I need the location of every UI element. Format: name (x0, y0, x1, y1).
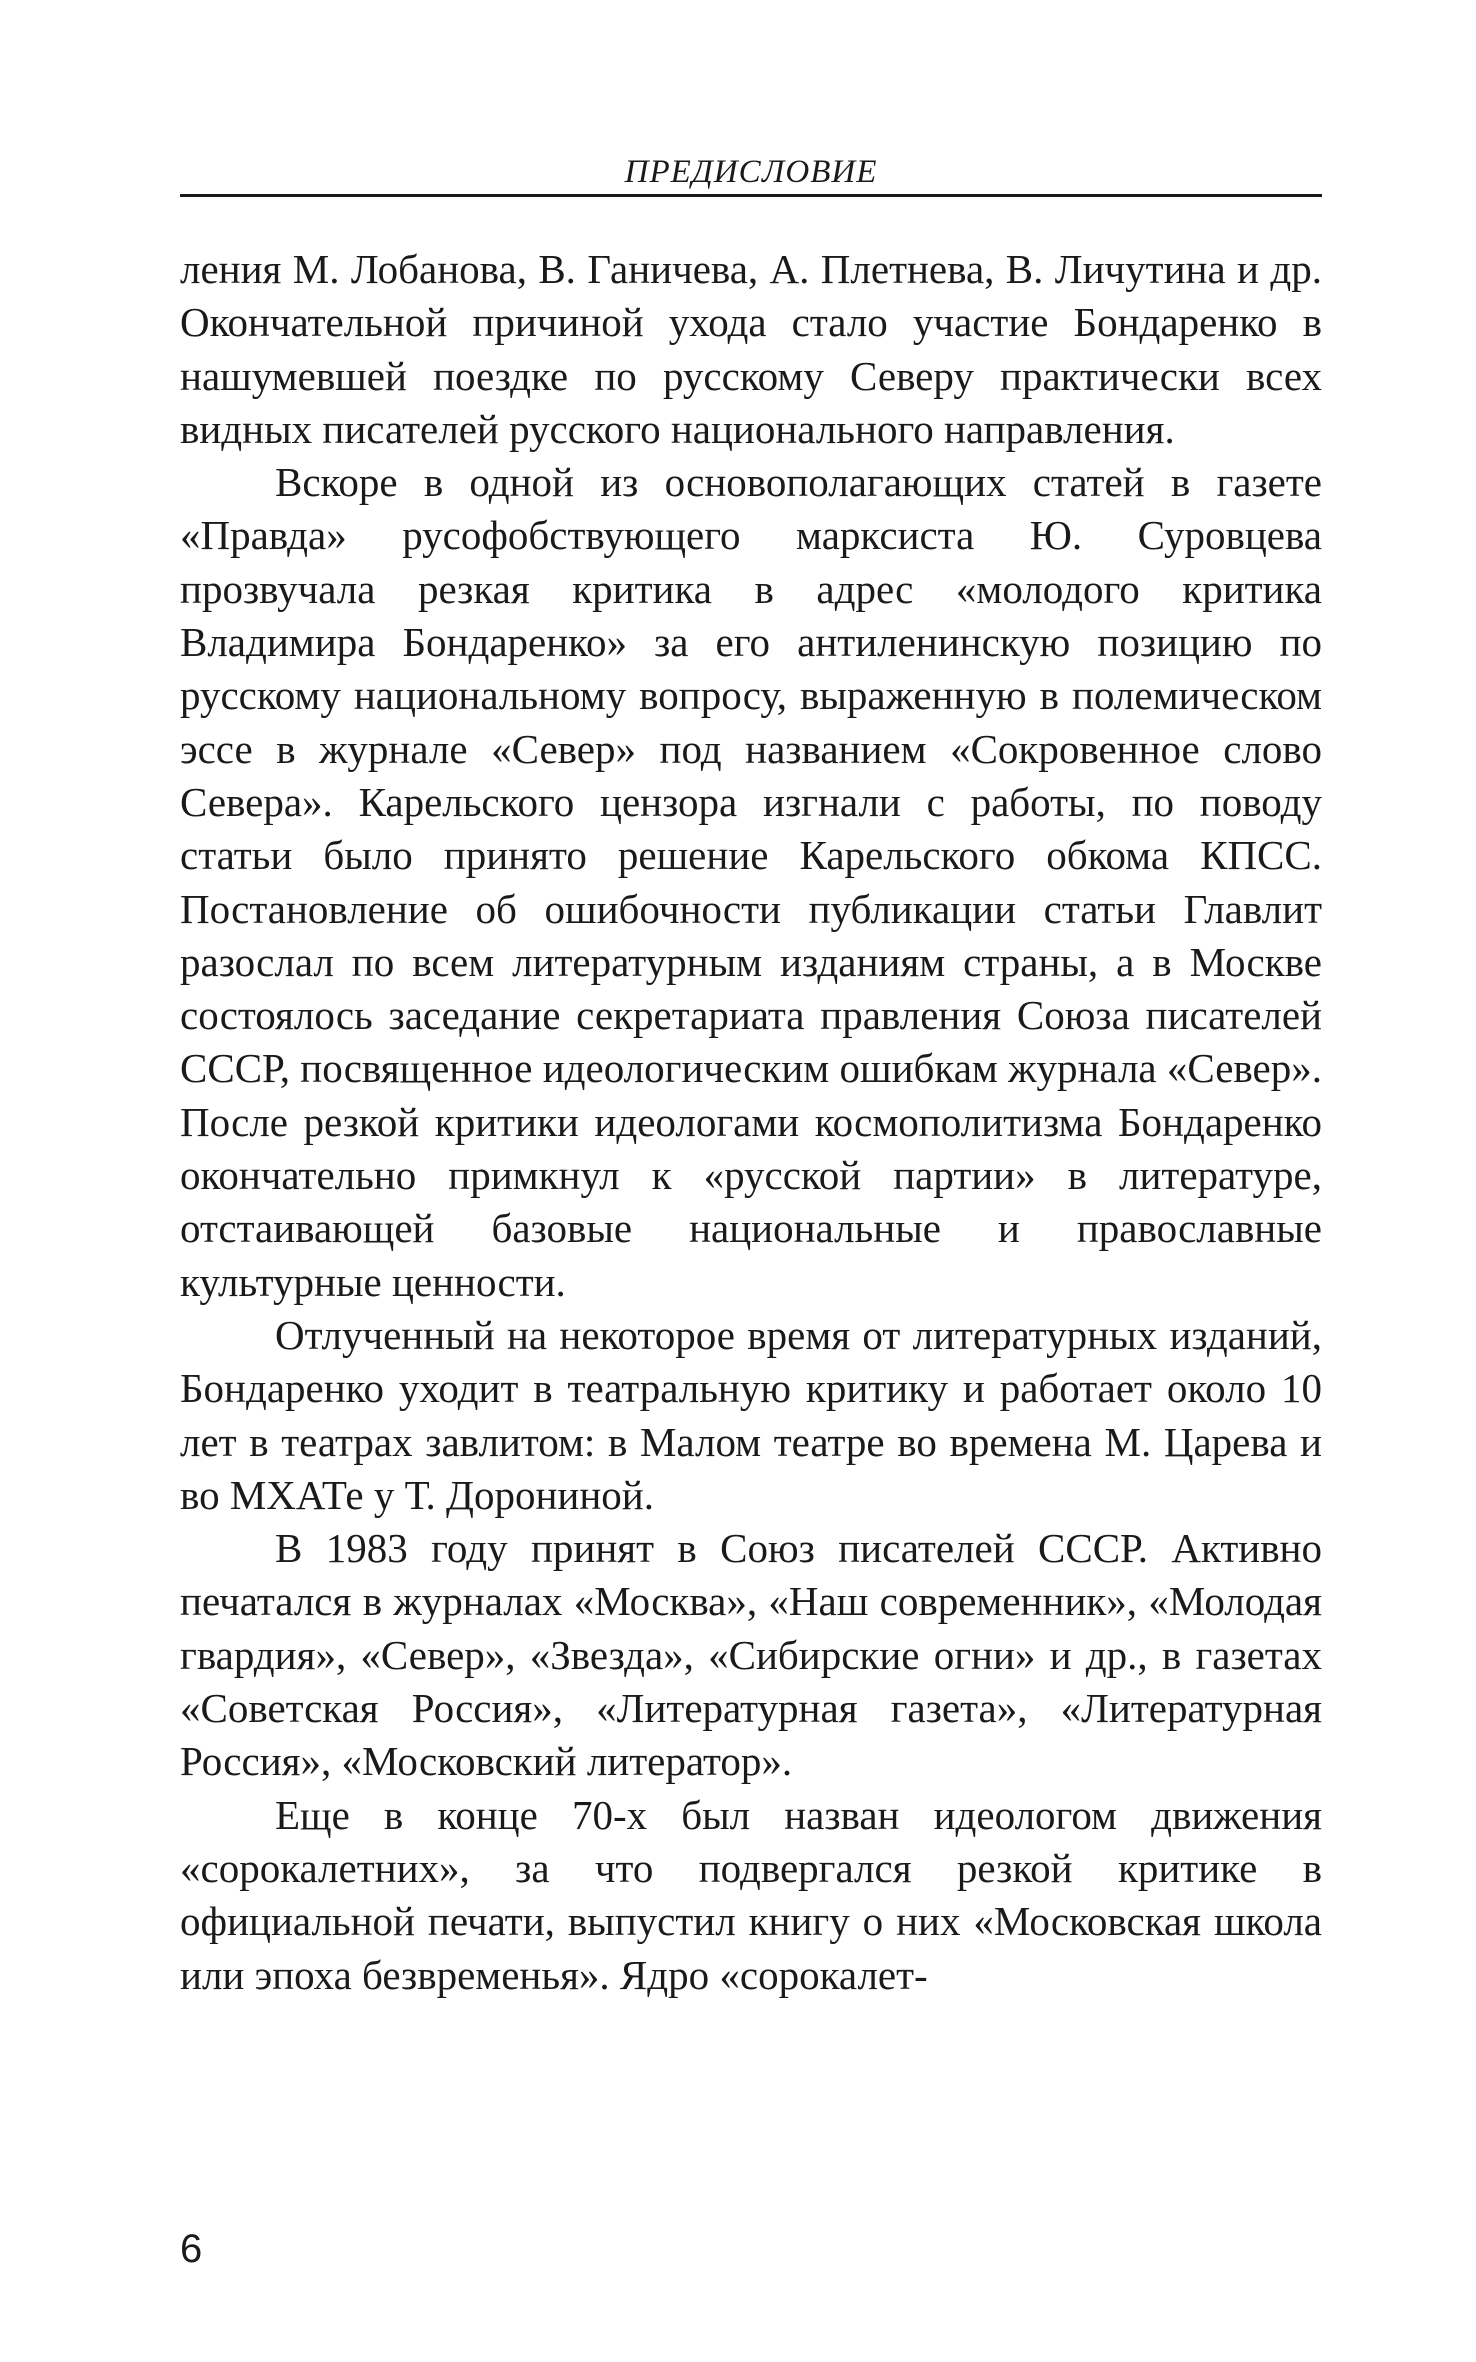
page-number: 6 (180, 2227, 203, 2271)
paragraph-continuation: ления М. Лобанова, В. Ганичева, А. Плетнева, В. Личутина и др. Окончательной причиной ухода стало участие Бондаренко в нашумевшей поездке по русскому Северу практически всех видных писателей русского национального направления. (180, 246, 1322, 452)
paragraph: Вскоре в одной из основополагающих статей в газете «Правда» русофобствующего марксиста Ю. Суровцева прозвучала резкая критика в адрес «молодого критика Владимира Бондаренко» за его антиленинскую позицию по русскому национальному вопросу, выраженную в полемическом эссе в журнале «Север» под названием «Сокровенное слово Севера». Карельского цензора изгнали с работы, по поводу статьи было принято решение Карельского обкома КПСС. Постановление об ошибочности публикации статьи Главлит разослал по всем литературным изданиям страны, а в Москве состоялось заседание секретариата правления Союза писателей СССР, посвященное идеологическим ошибкам журнала «Север». После резкой критики идеологами космополитизма Бондаренко окончательно примкнул к «русской партии» в литературе, отстаивающей базовые национальные и православные культурные ценности. (180, 459, 1322, 1305)
header-rule (180, 194, 1322, 197)
paragraph: В 1983 году принят в Союз писателей СССР. Активно печатался в журналах «Москва», «Наш современник», «Молодая гвардия», «Север», «Звезда», «Сибирские огни» и др., в газетах «Советская Россия», «Литературная газета», «Литературная Россия», «Московский литератор». (180, 1525, 1322, 1785)
body-text (180, 243, 1322, 2002)
running-title: ПРЕДИСЛОВИЕ (624, 154, 878, 190)
paragraph: Отлученный на некоторое время от литературных изданий, Бондаренко уходит в театральную критику и работает около 10 лет в театрах завлитом: в Малом театре во времена М. Царева и во МХАТе у Т. Дорониной. (180, 1311, 1322, 1518)
paragraph: Еще в конце 70-х был назван идеологом движения «сорокалетних», за что подвергался резкой критике в официальной печати, выпустил книгу о них «Московская школа или эпоха безвременья». Ядро «сорокалет- (180, 1791, 1322, 1998)
